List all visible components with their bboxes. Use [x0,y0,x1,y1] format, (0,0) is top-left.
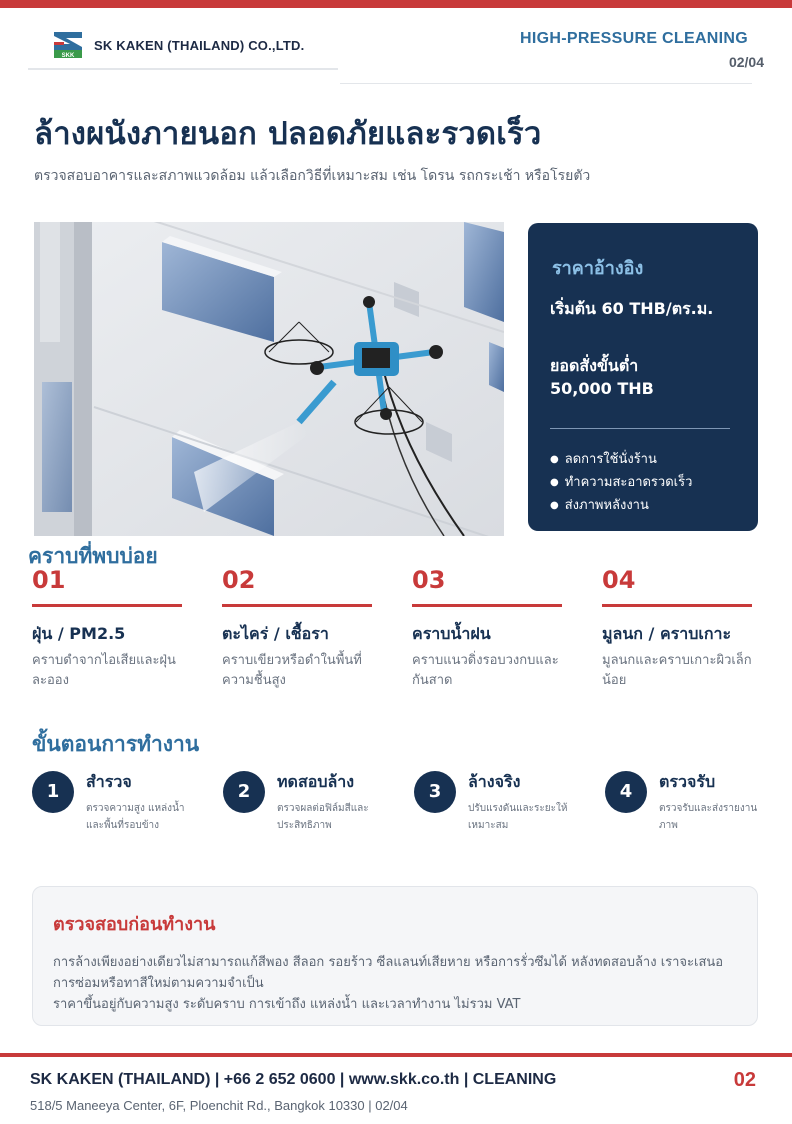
step-description: ตรวจผลต่อฟิล์มสีและประสิทธิภาพ [277,803,369,831]
price-card-divider [550,428,730,429]
footer-accent-bar [0,1053,792,1057]
benefit-item: ● ส่งภาพหลังงาน [550,495,692,518]
step-title: ตรวจรับ [659,772,716,791]
step-number-badge: 2 [223,771,265,813]
top-accent-bar [0,0,792,8]
document-tag: HIGH-PRESSURE CLEANING [520,30,748,47]
stain-number: 03 [412,566,446,594]
stain-description: มูลนกและคราบเกาะผิวเล็กน้อย [602,653,752,688]
stain-name: มูลนก / คราบเกาะ [602,624,732,643]
stain-item [602,566,752,691]
step-title: ทดสอบล้าง [277,772,355,791]
step-title: ล้างจริง [468,772,521,791]
step-number-badge: 3 [414,771,456,813]
drone-cleaning-photo [34,222,504,536]
company-name: SK KAKEN (THAILAND) CO.,LTD. [94,37,305,53]
svg-text:SKK: SKK [61,53,75,59]
starting-price: เริ่มต้น 60 THB/ตร.ม. [550,299,714,318]
reference-price-card [528,223,758,531]
page-title: ล้างผนังภายนอก ปลอดภัยและรวดเร็ว [34,116,542,152]
stain-item [412,566,562,691]
stain-number: 04 [602,566,636,594]
benefit-list [550,449,692,518]
header-page-number: 02/04 [728,54,764,70]
stain-item [32,566,182,691]
note-title: ตรวจสอบก่อนทำงาน [53,914,216,935]
step-description: ปรับแรงดันและระยะให้เหมาะสม [468,803,568,831]
step-number-badge: 1 [32,771,74,813]
price-card-title: ราคาอ้างอิง [552,258,644,279]
footer-address: 518/5 Maneeya Center, 6F, Ploenchit Rd., Bangkok 10330 | 02/04 [30,1098,408,1113]
stain-description: คราบเขียวหรือดำในพื้นที่ความชื้นสูง [222,653,362,688]
step-description: ตรวจรับและส่งรายงานภาพ [659,803,758,831]
step-description: ตรวจความสูง แหล่งน้ำและพื้นที่รอบข้าง [86,803,185,831]
benefit-item: ● ทำความสะอาดรวดเร็ว [550,472,692,495]
pre-work-check-note [32,886,758,1026]
step-title: สำรวจ [86,772,132,791]
stain-name: คราบน้ำฝน [412,624,491,643]
stain-divider [412,604,562,607]
minimum-order-value: 50,000 THB [550,379,654,398]
note-line: การล้างเพียงอย่างเดียวไม่สามารถแก้สีพอง สีลอก รอยร้าว ซีลแลนท์เสียหาย หรือการรั่วซึมได้ หลังทดสอบล้าง เราจะเสนอการซ่อมหรือทาสีใหม่ตามความจำเป็น [53,955,724,991]
stain-description: คราบดำจากไอเสียและฝุ่นละออง [32,653,176,688]
stain-number: 01 [32,566,66,594]
footer-page-number: 02 [733,1069,756,1091]
stain-item [222,566,372,691]
benefit-item: ● ลดการใช้นั่งร้าน [550,449,692,472]
stain-name: ฝุ่น / PM2.5 [32,624,126,643]
note-body [53,952,737,1015]
stain-number: 02 [222,566,256,594]
header-divider [340,83,752,84]
sk-kaken-logo-icon [52,30,84,60]
step-number-badge: 4 [605,771,647,813]
stain-name: ตะไคร่ / เชื้อรา [222,624,329,643]
stain-divider [32,604,182,607]
common-stains-heading: คราบที่พบบ่อย [28,544,158,568]
company-logo-block [28,22,338,70]
page-subtitle: ตรวจสอบอาคารและสภาพแวดล้อม แล้วเลือกวิธีที่เหมาะสม เช่น โดรน รถกระเช้า หรือโรยตัว [34,168,591,184]
work-steps-heading: ขั้นตอนการทำงาน [32,732,200,756]
minimum-order-label: ยอดสั่งขั้นต่ำ [550,356,639,375]
stain-divider [602,604,752,607]
stain-description: คราบแนวดิ่งรอบวงกบและกันสาด [412,653,559,688]
note-line: ราคาขึ้นอยู่กับความสูง ระดับคราบ การเข้าถึง แหล่งน้ำ และเวลาทำงาน ไม่รวม VAT [53,997,521,1012]
footer-contact: SK KAKEN (THAILAND) | +66 2 652 0600 | www.skk.co.th | CLEANING [30,1071,557,1088]
header-right [520,30,764,70]
stain-divider [222,604,372,607]
